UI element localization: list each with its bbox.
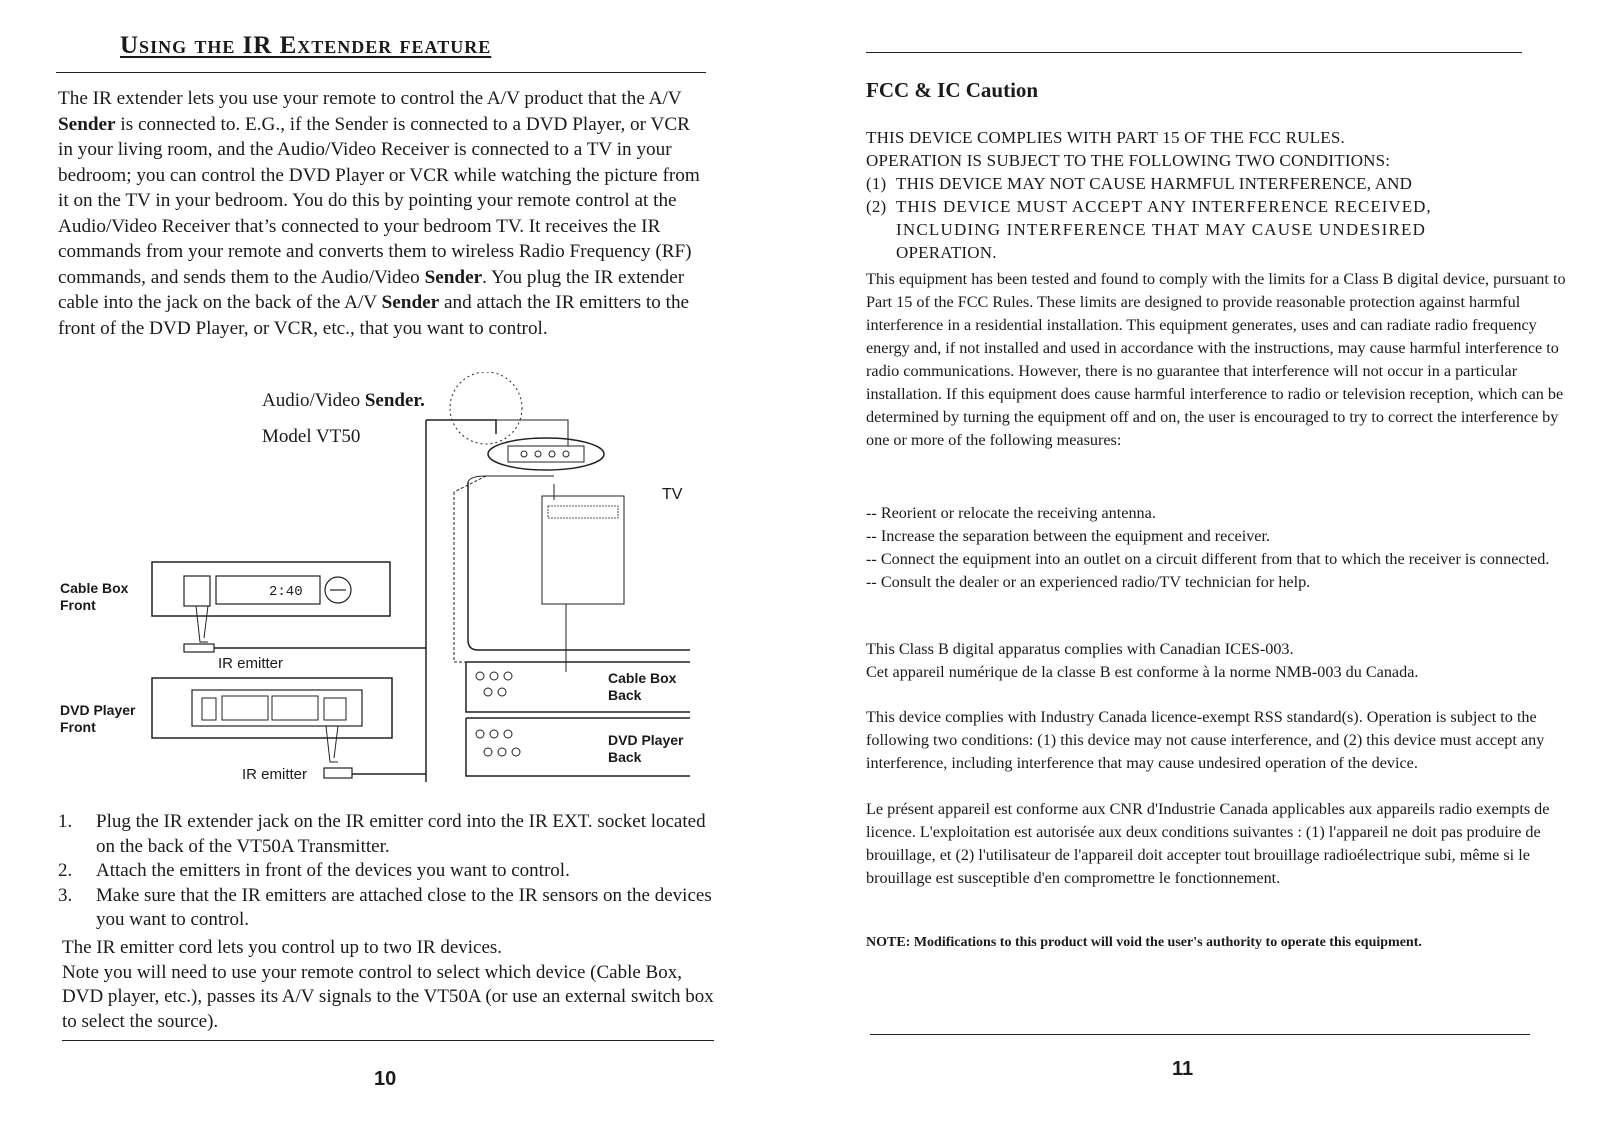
header-rule [866, 52, 1522, 53]
ir-emitter-label-1: IR emitter [218, 655, 284, 672]
page-number: 11 [1172, 1058, 1194, 1080]
ir-emitter-2 [324, 768, 352, 778]
source-select-note: Note you will need to use your remote control to select which device (Cable Box, DVD player, etc.), passes its A/V signals to the VT50A (or use an external switch box to select the source). [62, 961, 714, 1032]
emitter-capacity-note: The IR emitter cord lets you control up to two IR devices. [62, 937, 503, 958]
condition-2: (2) THIS DEVICE MUST ACCEPT ANY INTERFERENCE RECEIVED, [866, 197, 1432, 216]
list-item: 2. Attach the emitters in front of the devices you want to control. [58, 860, 570, 881]
list-item: -- Reorient or relocate the receiving antenna. [866, 504, 1156, 522]
ices-french: Cet appareil numérique de la classe B est conforme à la norme NMB-003 du Canada. [866, 663, 1419, 681]
page-title: Using the IR Extender feature [120, 32, 492, 59]
footer-rule [62, 1040, 714, 1041]
footer-rule [870, 1034, 1530, 1035]
list-item: 1. Plug the IR extender jack on the IR emitter cord into the IR EXT. socket located on the back of the VT50A Transmitter. [58, 811, 706, 857]
intro-text-2: is connected to. E.G., if the Sender is connected to a DVD Player, or VCR in your living room, and the Audio/Video Receiver is connected to a TV in your bedroom; you can control the DVD Player or VCR while watching the picture from it on the TV in your bedroom. You do this by pointing your remote control at the Audio/Video Receiver that’s connected to your bedroom TV. It receives the IR commands from your remote and converts them to wireless Radio Frequency (RF) commands, and sends them to the Audio/Video [58, 113, 700, 288]
right-page [820, 0, 1600, 1132]
steps-list [58, 810, 718, 933]
sender-ports [508, 446, 584, 462]
intro-paragraph [58, 86, 708, 341]
title-rule [56, 32, 706, 73]
intro-bold-2: Sender [424, 266, 483, 288]
intro-bold-3: Sender [381, 292, 440, 313]
dvd-player-back-label: DVD Player Back [608, 732, 684, 765]
rss-english: This device complies with Industry Canada licence-exempt RSS standard(s). Operation is subject to the following two conditions: (1) this device may not cause interference, and (2) this device must accept any interference, including interference that may cause undesired operation of the device. [866, 708, 1545, 772]
tv-vents [548, 506, 618, 518]
model-label: Model VT50 [262, 426, 361, 447]
sender-device [488, 438, 604, 470]
clock-text: 2:40 [269, 584, 303, 600]
page-number: 10 [374, 1068, 397, 1090]
magnifier-circle [450, 372, 522, 444]
dvd-player-front-label: DVD Player Front [60, 702, 136, 735]
condition-2-end: OPERATION. [896, 243, 997, 262]
cable-box-clock-display [216, 576, 320, 604]
cable-box-front-label: Cable Box Front [60, 580, 129, 613]
left-page [0, 0, 790, 1132]
intro-text-4: and attach the IR emitters to the front of the DVD Player, or VCR, etc., that you want to control. [58, 292, 690, 339]
ices-english: This Class B digital apparatus complies with Canadian ICES-003. [866, 640, 1294, 658]
conditions-intro: OPERATION IS SUBJECT TO THE FOLLOWING TWO CONDITIONS: [866, 151, 1391, 170]
intro-bold-1: Sender [58, 113, 116, 135]
measures-list [866, 502, 1566, 594]
ir-extender-diagram [56, 372, 716, 808]
tv-label: TV [662, 486, 683, 503]
condition-1: (1) THIS DEVICE MAY NOT CAUSE HARMFUL INTERFERENCE, AND [866, 174, 1413, 193]
list-item: -- Increase the separation between the equipment and receiver. [866, 527, 1271, 545]
cable-box-back-label: Cable Box Back [608, 670, 677, 703]
section-heading: FCC & IC Caution [866, 78, 1039, 102]
ir-emitter-1 [184, 644, 214, 652]
list-item: -- Connect the equipment into an outlet on a circuit different from that to which the receiver is connected. [866, 550, 1550, 568]
compliance-line: THIS DEVICE COMPLIES WITH PART 15 OF THE FCC RULES. [866, 128, 1345, 147]
intro-text-3: . You plug the IR extender cable into the jack on the back of the A/V [58, 266, 685, 313]
ir-emitter-label-2: IR emitter [242, 766, 308, 783]
sender-wire [426, 420, 496, 434]
list-item: -- Consult the dealer or an experienced radio/TV technician for help. [866, 573, 1311, 591]
condition-2-cont: INCLUDING INTERFERENCE THAT MAY CAUSE UNDESIRED [896, 220, 1427, 239]
modification-note: NOTE: Modifications to this product will void the user's authority to operate this equipment. [866, 935, 1422, 950]
canada-ices-statement [866, 638, 1566, 684]
tv-outline [468, 482, 690, 650]
tv-screen [542, 496, 624, 604]
list-item: 3. Make sure that the IR emitters are attached close to the IR sensors on the devices you want to control. [58, 884, 712, 930]
sender-label: Audio/Video Sender. [262, 390, 425, 411]
fcc-compliance-statement [866, 126, 1566, 264]
intro-text-1: The IR extender lets you use your remote to control the A/V product that the A/V [58, 88, 682, 109]
fcc-body-text: This equipment has been tested and found to comply with the limits for a Class B digital device, pursuant to Part 15 of the FCC Rules. These limits are designed to provide reasonable protection against harmful interference in a residential installation. This equipment generates, uses and can radiate radio frequency energy and, if not installed and used in accordance with the instructions, may cause harmful interference to radio communications. However, there is no guarantee that interference will not occur in a particular installation. If this equipment does cause harmful interference to radio or television reception, which can be determined by turning the equipment off and on, the user is encouraged to try to correct the interference by one or more of the following measures: [866, 270, 1566, 449]
closing-notes [62, 936, 722, 1034]
rss-french: Le présent appareil est conforme aux CNR d'Industrie Canada applicables aux appareils radio exempts de licence. L'exploitation est autorisée aux deux conditions suivantes : (1) l'appareil ne doit pas produire de brouillage, et (2) l'utilisateur de l'appareil doit accepter tout brouillage radioélectrique subi, même si le brouillage est susceptible d'en compromettre le fonctionnement. [866, 800, 1550, 887]
